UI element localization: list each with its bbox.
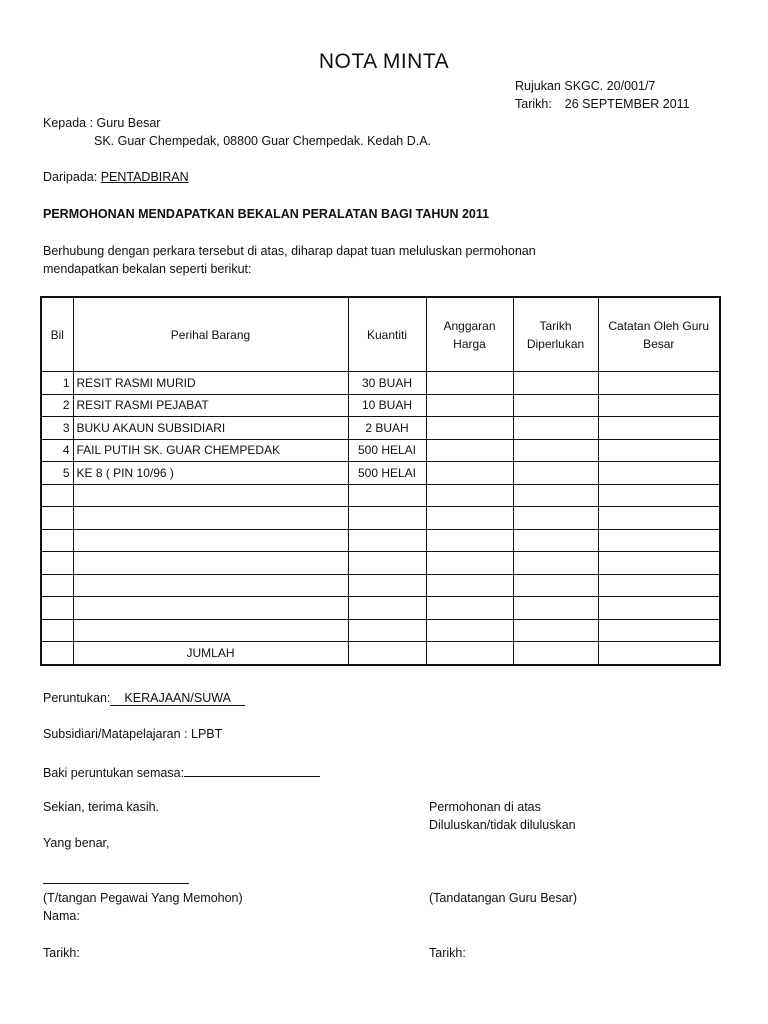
table-row: [41, 394, 720, 417]
header-anggaran: Anggaran Harga: [426, 297, 513, 372]
row-price-cell[interactable]: [426, 417, 513, 440]
kepada-line: [43, 116, 160, 130]
row-note-cell[interactable]: [598, 462, 720, 485]
row-qty: 10 BUAH: [348, 394, 426, 417]
empty-table-row: [41, 484, 720, 507]
row-note-cell[interactable]: [598, 394, 720, 417]
row-qty: 500 HELAI: [348, 439, 426, 462]
empty-table-row: [41, 574, 720, 597]
nama-label: Nama:: [43, 909, 80, 923]
tarikh-label: Tarikh:: [515, 97, 552, 111]
empty-table-row: [41, 552, 720, 575]
daripada-label: Daripada:: [43, 170, 98, 184]
row-date-cell[interactable]: [513, 394, 598, 417]
row-note-cell[interactable]: [598, 417, 720, 440]
row-date-cell[interactable]: [513, 372, 598, 395]
empty-table-row: [41, 597, 720, 620]
row-price-cell[interactable]: [426, 462, 513, 485]
table-row: [41, 372, 720, 395]
daripada-value: PENTADBIRAN: [100, 170, 189, 184]
row-price-cell[interactable]: [426, 372, 513, 395]
header-kuantiti: Kuantiti: [348, 297, 426, 372]
date-line: [515, 97, 690, 111]
row-price-cell[interactable]: [426, 439, 513, 462]
table-row: [41, 439, 720, 462]
subject-heading: PERMOHONAN MENDAPATKAN BEKALAN PERALATAN BAGI TAHUN 2011: [43, 207, 490, 221]
baki-input-line[interactable]: [184, 764, 320, 777]
yang-benar-text: Yang benar,: [43, 836, 110, 850]
body-line-1: Berhubung dengan perkara tersebut di atas, diharap dapat tuan meluluskan permohonan: [43, 244, 536, 258]
row-item: BUKU AKAUN SUBSIDIARI: [73, 417, 348, 440]
applicant-date-label: Tarikh:: [43, 946, 80, 960]
total-row: [41, 642, 720, 665]
row-date-cell[interactable]: [513, 439, 598, 462]
applicant-signature-line[interactable]: [43, 883, 189, 884]
applicant-signature-caption: (T/tangan Pegawai Yang Memohon): [43, 891, 243, 905]
baki-label: Baki peruntukan semasa:: [43, 766, 185, 780]
empty-table-row: [41, 619, 720, 642]
request-table: [40, 296, 721, 666]
empty-table-row: [41, 507, 720, 530]
row-bil: 2: [41, 394, 73, 417]
subsidiari-line: [43, 727, 222, 741]
row-note-cell[interactable]: [598, 439, 720, 462]
peruntukan-label: Peruntukan:: [43, 691, 111, 705]
kepada-label: Kepada :: [43, 116, 94, 130]
peruntukan-value[interactable]: KERAJAAN/SUWA: [110, 691, 245, 706]
table-row: [41, 417, 720, 440]
subsidiari-value: LPBT: [191, 727, 223, 741]
total-price-cell[interactable]: [426, 642, 513, 665]
row-item: RESIT RASMI MURID: [73, 372, 348, 395]
rujukan-value: SKGC. 20/001/7: [564, 79, 656, 93]
rujukan-label: Rujukan: [515, 79, 561, 93]
row-note-cell[interactable]: [598, 372, 720, 395]
row-bil: 5: [41, 462, 73, 485]
daripada-line: [43, 170, 189, 184]
row-price-cell[interactable]: [426, 394, 513, 417]
row-bil: 1: [41, 372, 73, 395]
closing-text: Sekian, terima kasih.: [43, 800, 160, 814]
header-bil: Bil: [41, 297, 73, 372]
header-tarikh: Tarikh Diperlukan: [513, 297, 598, 372]
approval-line-2: Diluluskan/tidak diluluskan: [429, 818, 576, 832]
reference-line: [515, 79, 655, 93]
row-bil: 4: [41, 439, 73, 462]
tarikh-value: 26 SEPTEMBER 2011: [564, 97, 690, 111]
row-date-cell[interactable]: [513, 417, 598, 440]
peruntukan-line: [43, 691, 245, 706]
head-signature-caption: (Tandatangan Guru Besar): [429, 891, 578, 905]
body-line-2: mendapatkan bekalan seperti berikut:: [43, 262, 252, 276]
row-qty: 30 BUAH: [348, 372, 426, 395]
total-label: JUMLAH: [73, 642, 348, 665]
row-item: RESIT RASMI PEJABAT: [73, 394, 348, 417]
kepada-name: Guru Besar: [96, 116, 161, 130]
row-date-cell[interactable]: [513, 462, 598, 485]
row-qty: 2 BUAH: [348, 417, 426, 440]
row-bil: 3: [41, 417, 73, 440]
row-item: KE 8 ( PIN 10/96 ): [73, 462, 348, 485]
baki-line: [43, 764, 320, 780]
total-qty-cell[interactable]: [348, 642, 426, 665]
header-catatan: Catatan Oleh Guru Besar: [598, 297, 720, 372]
kepada-address: SK. Guar Chempedak, 08800 Guar Chempedak. Kedah D.A.: [94, 134, 431, 148]
header-perihal: Perihal Barang: [73, 297, 348, 372]
table-row: [41, 462, 720, 485]
empty-table-row: [41, 529, 720, 552]
table-header-row: [41, 297, 720, 372]
subsidiari-label: Subsidiari/Matapelajaran :: [43, 727, 188, 741]
head-date-label: Tarikh:: [429, 946, 466, 960]
approval-line-1: Permohonan di atas: [429, 800, 541, 814]
document-title: NOTA MINTA: [318, 50, 450, 73]
row-item: FAIL PUTIH SK. GUAR CHEMPEDAK: [73, 439, 348, 462]
row-qty: 500 HELAI: [348, 462, 426, 485]
